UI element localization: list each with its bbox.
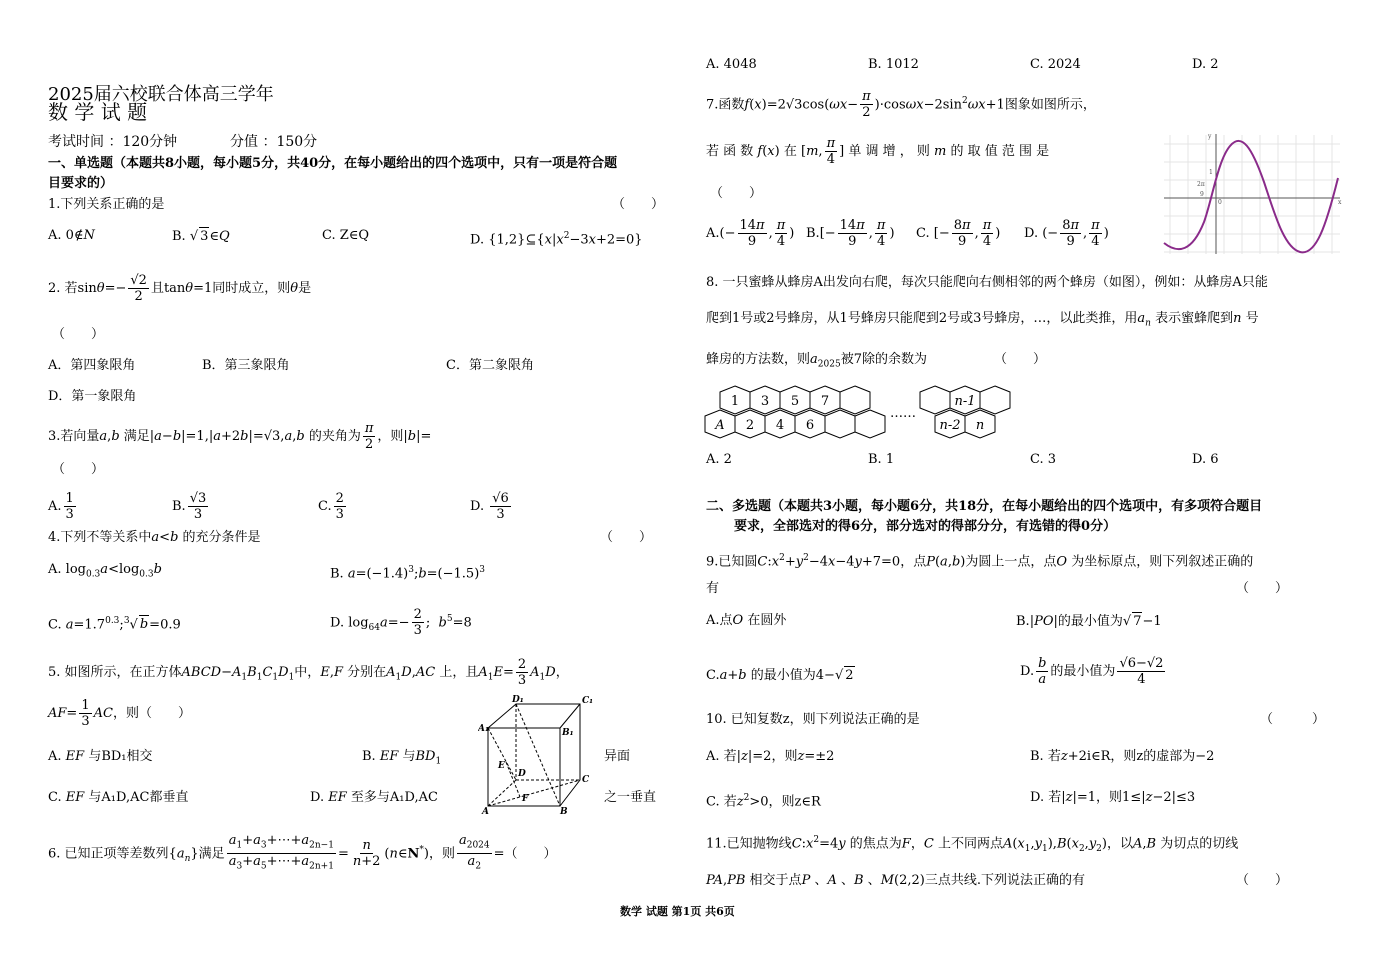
segment-bd1 — [516, 704, 560, 806]
label-c: C — [582, 775, 590, 785]
q2-option-b[interactable]: B．第三象限角 — [202, 358, 290, 373]
q8-option-c[interactable]: C. 3 — [1030, 452, 1057, 467]
label-d: D — [518, 769, 526, 779]
q1-option-d[interactable]: D. $\{1,2\}⊆\{x|x^2-3x+2=0\}$ — [470, 231, 643, 248]
q9-stem: 9.已知圆$C:x^2+y^2-4x-4y+7=0$，点P(a,b)为圆上一点，点O 为坐标原点，则下列叙述正确的 — [706, 553, 1254, 570]
q5-option-d[interactable]: D. EF 至多与A₁D,AC — [310, 790, 438, 805]
sine-curve — [1164, 141, 1338, 252]
page-footer: 数学 试题 第1页 共6页 — [620, 905, 735, 918]
q1-option-b[interactable]: B. √ 3∈Q — [172, 229, 230, 244]
q11-stem-2: PA,PB 相交于点P 、A 、B 、M(2,2)三点共线.下列说法正确的有 — [706, 873, 1085, 888]
label-e: E — [498, 761, 505, 771]
cube-edge-b1c1 — [560, 704, 580, 728]
q7-option-a[interactable]: A.(− $\frac{14\pi}{9}$ , $\frac{\pi}{4}$ ) — [706, 218, 795, 249]
q3-stem: 3.若向量a,b 满足|a−b|=1,|a+2b|=√3,a,b 的夹角为 $\frac{\pi}{2}$ ，则|b|= — [48, 421, 432, 452]
svg-text:2π: 2π — [1197, 181, 1205, 188]
q2-option-d[interactable]: D．第一象限角 — [48, 389, 137, 404]
label-a: A — [482, 807, 489, 817]
q7-stem: 7.函数f(x)=2√3cos(ωx− $\frac{\pi}{2}$ )$\cdot\cos\omega x-2\sin^2\omega x+1$图象如图所示， — [706, 89, 1096, 121]
q1-paren: （ ） — [612, 197, 665, 212]
q5-stem-2: AF= $\frac{1}{3}$ AC，则（ ） — [48, 698, 191, 729]
svg-text:1: 1 — [1209, 169, 1213, 176]
q2-stem: 2. 若sinθ=− $\frac{√2}{2}$ 且tanθ=1同时成立，则θ是 — [48, 273, 312, 304]
q10-option-d[interactable]: D. 若|z|=1，则1≤|z−2|≤3 — [1030, 790, 1196, 805]
section2-heading-2: 要求，全部选对的得6分，部分选对的得部分分，有选错的得0分） — [734, 519, 1117, 534]
q8-line3: 蜂房的方法数，则$a_{2025}$被7除的余数为 — [706, 352, 927, 370]
cell-1: 1 — [730, 394, 740, 409]
cell-n-2: n-2 — [939, 418, 961, 433]
q6-option-b[interactable]: B. 1012 — [868, 57, 919, 72]
q7-option-c[interactable]: C. [− $\frac{8\pi}{9}$ , $\frac{\pi}{4}$ ) — [916, 218, 1001, 249]
q4-stem: 4.下列不等关系中a<b 的充分条件是 — [48, 530, 261, 545]
q9-option-d[interactable]: D. $\frac{b}{a}$ 的最小值为 $\frac{√6-√2}{4}$ — [1020, 656, 1164, 687]
exam-time: 考试时间 ：120分钟 — [48, 134, 178, 150]
svg-text:y: y — [1208, 133, 1212, 140]
cube-back-edges — [488, 704, 580, 806]
svg-text:9: 9 — [1200, 191, 1204, 198]
q5-option-d-tail: 之一垂直 — [604, 790, 657, 805]
q4-option-c[interactable]: C. $a=1.7^{0.3};^3√$ b=0.9 — [48, 616, 181, 633]
label-b: B — [560, 807, 568, 817]
q10-option-a[interactable]: A. 若|z|=2，则z=±2 — [706, 749, 835, 764]
q1-option-c[interactable]: C. Z∈Q — [322, 228, 370, 243]
label-a1: A₁ — [478, 724, 489, 734]
segment-a1d — [488, 728, 516, 780]
cell-7: 7 — [820, 394, 830, 409]
cell-3: 3 — [760, 394, 770, 409]
q6-option-c[interactable]: C. 2024 — [1030, 57, 1081, 72]
q9-option-b[interactable]: B.|PO|的最小值为√ 7−1 — [1016, 614, 1162, 629]
q3-option-d[interactable]: D. $\frac{√6}{3}$ — [470, 491, 509, 522]
q5-option-c[interactable]: C. EF 与A₁D,AC都垂直 — [48, 790, 189, 805]
q8-paren: （ ） — [994, 352, 1047, 367]
q6-option-d[interactable]: D. 2 — [1192, 57, 1219, 72]
q4-option-d[interactable]: D. $\log_{64}a=-$ $\frac{2}{3}$ ; $b^5=8$ — [330, 607, 472, 639]
label-f: F — [522, 794, 529, 804]
q10-paren: （ ） — [1260, 712, 1326, 727]
q10-option-b[interactable]: B. 若z+2i∈R，则z的虚部为−2 — [1030, 749, 1215, 764]
q8-line1: 8. 一只蜜蜂从蜂房A出发向右爬，每次只能爬向右侧相邻的两个蜂房（如图），例如：从蜂房A只能 — [706, 275, 1268, 290]
q4-option-a[interactable]: A. $\log_{0.3}a<\log_{0.3}b$ — [48, 562, 162, 580]
svg-text:0: 0 — [1218, 199, 1222, 206]
honeycomb-figure — [702, 380, 1018, 444]
cell-2: 2 — [745, 418, 755, 433]
section2-heading: 二、多选题（本题共3小题，每小题6分，共18分，在每小题给出的四个选项中，有多项符合题目 — [706, 499, 1263, 514]
q1-stem: 1.下列关系正确的是 — [48, 197, 165, 212]
q5-option-a[interactable]: A. EF 与BD₁相交 — [48, 749, 153, 764]
cube-edge-ad — [488, 780, 516, 806]
label-c1: C₁ — [582, 696, 594, 706]
q3-option-b[interactable]: B. $\frac{√3}{3}$ — [172, 491, 207, 522]
q7-stem-2: 若 函 数 f(x) 在 [m, $\frac{\pi}{4}$ ] 单 调 增 ， 则 m 的 取 值 范 围 是 — [706, 136, 1050, 167]
cell-n-1: n-1 — [954, 394, 976, 409]
q9-stem-2: 有 — [706, 581, 720, 596]
cell-5: 5 — [790, 394, 800, 409]
cell-a: A — [715, 418, 725, 433]
segment-ac — [488, 780, 580, 806]
q2-option-a[interactable]: A．第四象限角 — [48, 358, 136, 373]
q3-option-c[interactable]: C. $\frac{2}{3}$ — [318, 491, 344, 522]
school-title: 2025届六校联合体高三学年 — [48, 84, 274, 105]
q6-option-a[interactable]: A. 4048 — [706, 57, 757, 72]
exam-score: 分值 ：150分 — [230, 134, 318, 150]
q5-option-b[interactable]: B. EF 与$BD_1$ — [362, 749, 442, 767]
cell-n: n — [975, 418, 985, 433]
honeycomb-ellipsis: …… — [890, 406, 916, 421]
q7-function-graph — [1160, 130, 1344, 256]
section1-heading-2: 目要求的） — [48, 176, 114, 191]
q8-option-a[interactable]: A. 2 — [706, 452, 732, 467]
q1-option-a[interactable]: A. 0∉N — [48, 228, 95, 243]
q8-option-d[interactable]: D. 6 — [1192, 452, 1219, 467]
q10-stem: 10. 已知复数z，则下列说法正确的是 — [706, 712, 920, 727]
q11-paren: （ ） — [1236, 873, 1289, 888]
q9-option-c[interactable]: C.a+b 的最小值为4−√ 2 — [706, 668, 854, 683]
q10-option-c[interactable]: C. 若$z^2>0$，则z∈R — [706, 793, 821, 810]
q8-option-b[interactable]: B. 1 — [868, 452, 895, 467]
label-d1: D₁ — [512, 695, 524, 705]
q8-line2: 爬到1号或2号蜂房，从1号蜂房只能爬到2号或3号蜂房，…，以此类推，用$a_n$ 表示蜜蜂爬到n 号 — [706, 311, 1259, 329]
section1-heading: 一、单选题（本题共8小题，每小题5分，共40分，在每小题给出的四个选项中，只有一项是符合题 — [48, 156, 618, 171]
q3-option-a[interactable]: A. $\frac{1}{3}$ — [48, 491, 74, 522]
q7-option-b[interactable]: B.[− $\frac{14\pi}{9}$ , $\frac{\pi}{4}$ ) — [806, 218, 895, 249]
q4-option-b[interactable]: B. $a=(-1.4)^3;b=(-1.5)^3$ — [330, 565, 485, 582]
q9-option-a[interactable]: A.点O 在圆外 — [706, 613, 787, 628]
q11-stem: 11.已知抛物线$C:x^2=4y$ 的焦点为F，C 上不同两点$A(x_1,y_1),B(x_2,y_2)$，以A,B 为切点的切线 — [706, 835, 1239, 854]
svg-text:x: x — [1338, 199, 1342, 206]
q4-paren: （ ） — [600, 530, 653, 545]
cube-figure — [478, 694, 596, 818]
q5-option-b-tail: 异面 — [604, 749, 631, 764]
exam-title: 数 学 试 题 — [48, 100, 148, 124]
q9-paren: （ ） — [1236, 581, 1289, 596]
cell-6: 6 — [805, 418, 815, 433]
cell-4: 4 — [775, 418, 785, 433]
q2-paren: （ ） — [52, 327, 105, 342]
q5-stem: 5. 如图所示，在正方体$ABCD-A_1B_1C_1D_1$中，E,F 分别在$A_1D,AC$ 上，且$A_1E=$ $\frac{2}{3}$ $A_1D$， — [48, 657, 569, 688]
q7-option-d[interactable]: D. (− $\frac{8\pi}{9}$ , $\frac{\pi}{4}$ ) — [1024, 218, 1109, 249]
q7-paren: （ ） — [710, 186, 763, 201]
label-b1: B₁ — [562, 728, 574, 738]
q2-option-c[interactable]: C．第二象限角 — [446, 358, 534, 373]
q3-paren: （ ） — [52, 462, 105, 477]
q6-stem: 6. 已知正项等差数列$\{a_n\}$满足 $\frac{a_1+a_3+\cdots+a_{2n-1}}{a_3+a_5+\cdots+a_{2n+1}}$ = $\frac{n}{n+2}$ (n∈N*)，则 $\frac{a_{2024}}{a_2}$ =（ ） — [48, 832, 557, 872]
